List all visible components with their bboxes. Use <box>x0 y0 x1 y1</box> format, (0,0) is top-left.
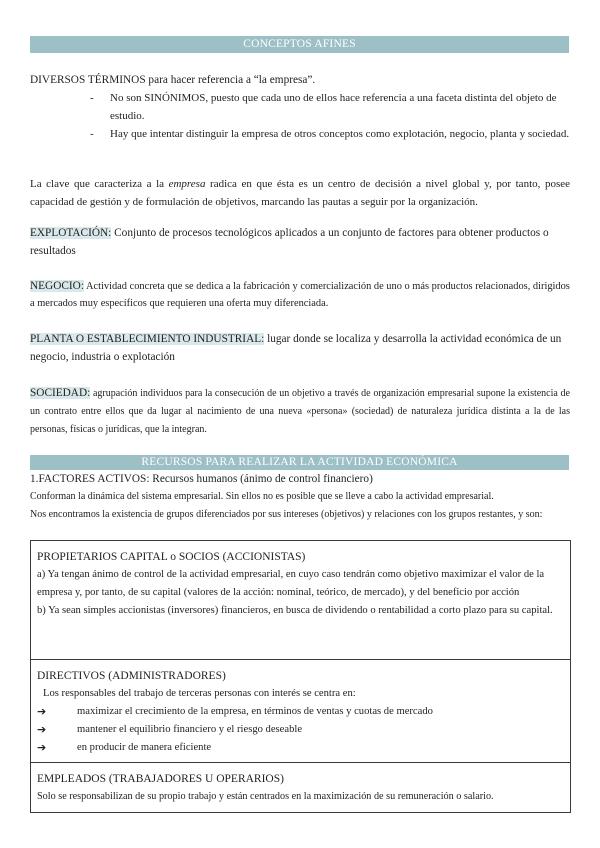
group-title: DIRECTIVOS (ADMINISTRADORES) <box>37 670 226 682</box>
definition-term: PLANTA O ESTABLECIMIENTO INDUSTRIAL: <box>30 333 265 345</box>
key-text-pre: La clave que caracteriza a la <box>30 178 169 190</box>
bullet-text: No son SINÓNIMOS, puesto que cada uno de ellos hace referencia a una faceta distinta del objeto de estudio. <box>110 92 557 122</box>
group-employees <box>31 762 570 812</box>
definition-term: NEGOCIO: <box>30 280 84 292</box>
group-text: Solo se responsabilizan de su propio trabajo y están centrados en la maximización de su remuneración o salario. <box>37 791 494 802</box>
definition-sociedad <box>30 384 570 439</box>
factores-line-2 <box>30 507 570 523</box>
arrow-icon: ➔ <box>37 723 47 736</box>
group-intro: Los responsables del trabajo de terceras personas con interés se centra en: <box>43 688 356 699</box>
factores-line-1-text: Conforman la dinámica del sistema empresarial. Sin ellos no es posible que se lleve a cabo la actividad empresarial. <box>30 491 494 502</box>
group-item-text: mantener el equilibrio financiero y el riesgo deseable <box>77 724 303 735</box>
group-item-text: maximizar el crecimiento de la empresa, en términos de ventas y cuotas de mercado <box>77 706 433 717</box>
group-item-text: en producir de manera eficiente <box>77 742 212 753</box>
factores-rest: Recursos humanos (ánimo de control financiero) <box>149 473 373 485</box>
bullet-list <box>90 90 570 144</box>
definition-negocio <box>30 278 570 312</box>
key-paragraph <box>30 175 570 211</box>
definition-text: Conjunto de procesos tecnológicos aplicados a un conjunto de factores para obtener productos o resultados <box>30 227 549 257</box>
definition-text: agrupación individuos para la consecución de un objetivo a través de organización empresarial supone la existencia de un contrato entre ellos que da lugar al nacimiento de una nueva «persona» (sociedad) de naturaleza jurídica distinta a la de las personas, físicas o jurídicas, que la integran. <box>30 388 570 435</box>
definition-term: EXPLOTACIÓN: <box>30 227 112 239</box>
factores-line-1 <box>30 489 570 505</box>
group-item <box>37 739 564 757</box>
groups-table <box>30 540 571 813</box>
bullet-text: Hay que intentar distinguir la empresa de otros conceptos como explotación, negocio, planta y sociedad. <box>110 128 570 140</box>
group-text-b: b) Ya sean simples accionistas (inversores) financieros, en busca de dividendo o rentabilidad a corto plazo para su capital. <box>37 605 553 616</box>
group-title: PROPIETARIOS CAPITAL o SOCIOS (ACCIONISTAS) <box>37 551 306 563</box>
bullet-item <box>90 90 570 125</box>
intro-rest: para hacer referencia a “la empresa”. <box>145 74 316 86</box>
group-item <box>37 703 564 721</box>
section-band-recursos <box>30 455 569 470</box>
arrow-icon: ➔ <box>37 705 47 718</box>
section-title: CONCEPTOS AFINES <box>243 38 356 50</box>
group-title: EMPLEADOS (TRABAJADORES U OPERARIOS) <box>37 773 284 785</box>
group-owners <box>31 541 570 659</box>
key-text-post: radica en que ésta es un centro de decisión a nivel global y, por tanto, posee capacidad de gestión y de formulación de objetivos, marcando las pautas a seguir por la organización. <box>30 178 570 208</box>
group-managers <box>31 659 570 762</box>
factores-heading <box>30 471 570 487</box>
factores-label: 1.FACTORES ACTIVOS: <box>30 473 150 485</box>
group-text-a: a) Ya tengan ánimo de control de la actividad empresarial, en cuyo caso tendrán como objetivo maximizar el valor de la empresa y, por tanto, de su capital (valores de la acción: nominal, teórico, de mercado), y del beneficio por acción <box>37 569 545 598</box>
definition-planta <box>30 330 570 366</box>
bullet-item <box>90 126 570 144</box>
definition-term: SOCIEDAD: <box>30 387 91 399</box>
group-item <box>37 721 564 739</box>
arrow-icon: ➔ <box>37 741 47 754</box>
definition-text: Actividad concreta que se dedica a la fabricación y comercialización de uno o más productos relacionados, dirigidos a mercados muy específicos que requieren una oferta muy diferenciada. <box>30 281 570 309</box>
definition-explotacion <box>30 224 570 260</box>
key-text-em: empresa <box>168 178 206 190</box>
definition-text: lugar donde se localiza y desarrolla la actividad económica de un negocio, industria o explotación <box>30 333 562 363</box>
section-band-conceptos-afines <box>30 36 569 53</box>
factores-line-2-text: Nos encontramos la existencia de grupos diferenciados por sus intereses (objetivos) y relaciones con los grupos restantes, y son: <box>30 509 543 520</box>
intro-line <box>30 71 570 89</box>
intro-label: DIVERSOS TÉRMINOS <box>30 74 146 86</box>
section-title: RECURSOS PARA REALIZAR LA ACTIVIDAD ECONÓMICA <box>141 456 458 468</box>
